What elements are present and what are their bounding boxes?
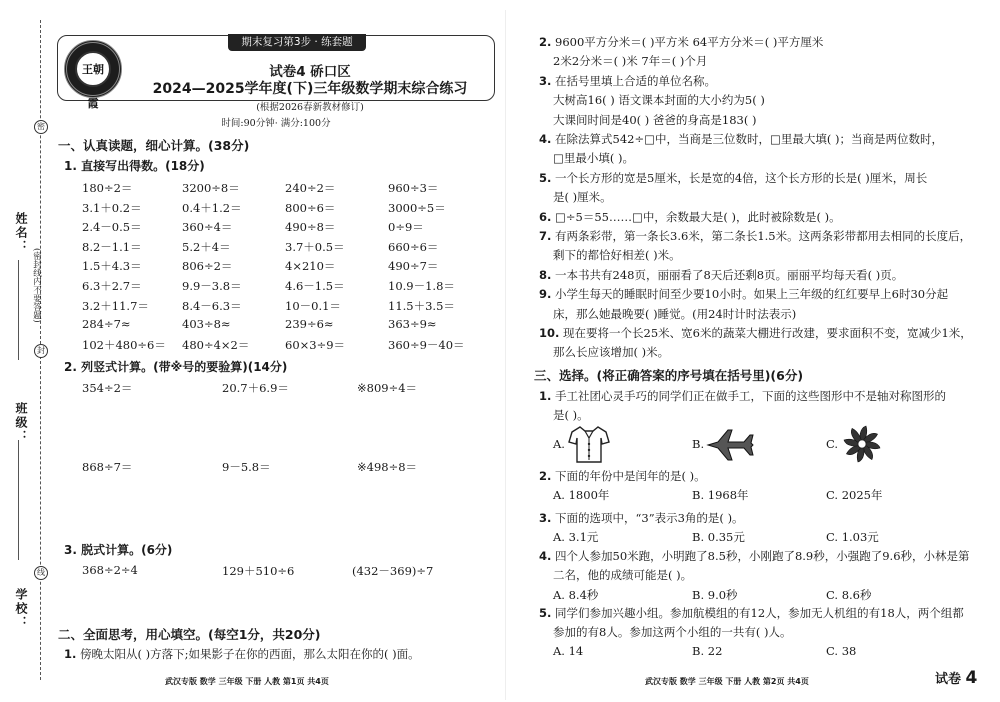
oral-calc-item: 239÷6≈: [285, 317, 334, 332]
oral-calc-item: 9.9－3.8＝: [182, 279, 242, 293]
oral-calc-item: 360÷9－40＝: [388, 337, 465, 352]
vertical-calc-item: 868÷7＝: [82, 460, 133, 474]
question-text: 下面的年份中是闰年的是( )。: [555, 469, 706, 483]
question-text: 一个长方形的宽是5厘米，长是宽的4倍，这个长方形的长是( )厘米，周长: [555, 170, 928, 185]
oral-calc-item: 180÷2＝: [82, 181, 133, 195]
question-text: 有两条彩带，第一条长3.6米，第二条长1.5米。这两条彩带都用去相同的长度后，: [555, 229, 972, 243]
question-text: 大课间时间是40( ) 爸爸的身高是183( ): [553, 112, 757, 127]
question-number: 6.: [539, 209, 552, 224]
question-text: 9600平方分米＝( )平方米 64平方分米＝( )平方厘米: [555, 35, 824, 49]
section-2-title: 二、全面思考，用心填空。(每空1分，共20分): [58, 627, 321, 642]
fill-question-line: [539, 325, 972, 341]
choice-question-line: [539, 468, 706, 484]
airplane-icon: [706, 428, 756, 462]
oral-calc-item: 10.9－1.8＝: [388, 279, 455, 293]
fill-question-line: [553, 189, 612, 205]
test-title: 试卷4 硚口区: [269, 64, 351, 80]
question-number: 4.: [539, 132, 552, 146]
fill-question-line: [553, 344, 669, 360]
oral-calc-item: 3200÷8＝: [182, 181, 240, 195]
step-calc-title: 3. 脱式计算。(6分): [64, 543, 173, 557]
oral-calc-item: 3000÷5＝: [388, 200, 446, 215]
oral-calc-item: 363÷9≈: [388, 317, 437, 332]
fill-question-line: [539, 267, 903, 283]
oral-calc-item: 3.1＋0.2＝: [82, 200, 142, 215]
oral-calc-item: 480÷4×2＝: [182, 337, 250, 352]
choice-option: C. 38: [826, 643, 857, 658]
question-text: 现在要将一个长25米、宽6米的蔬菜大棚进行改建，要求面积不变，宽减少1米，: [563, 326, 972, 340]
oral-calc-item: 4.6－1.5＝: [285, 279, 345, 293]
question-text: □里最小填( )。: [553, 151, 634, 166]
footer-page-2: 武汉专版 数学 三年级 下册 人教 第2页 共4页: [645, 677, 809, 686]
choice-option: B.: [692, 437, 705, 451]
oral-calc-item: 3.7＋0.5＝: [285, 239, 345, 254]
choice-question-line: [553, 624, 791, 640]
fill-question-line: [553, 150, 634, 166]
step-calc-item: 368÷2÷4: [82, 563, 138, 577]
review-step-tab: 期末复习第3步 · 练套题: [228, 34, 366, 51]
binding-margin: [0, 0, 48, 702]
school-label: 学校：: [14, 588, 28, 630]
oral-calc-item: 660÷6＝: [388, 239, 439, 254]
fill-question-line: [539, 73, 716, 89]
oral-calc-item: 0.4＋1.2＝: [182, 200, 242, 215]
section-3-title: 三、选择。(将正确答案的序号填在括号里)(6分): [534, 368, 804, 383]
seal-knot-xian: 线: [34, 566, 48, 580]
choice-option: C. 2025年: [826, 488, 883, 503]
flower-icon: [842, 424, 882, 464]
question-text: 手工社团心灵手巧的同学们正在做手工，下面的这些图形中不是轴对称图形的: [555, 389, 947, 403]
fill-question-line: [553, 112, 757, 128]
question-number: 1.: [64, 647, 77, 661]
question-number: 8.: [539, 267, 552, 282]
choice-question-line: [553, 567, 692, 583]
question-text: 在括号里填上合适的单位名称。: [555, 73, 717, 88]
vertical-calc-item: 20.7＋6.9＝: [222, 381, 289, 395]
test-subtitle: 2024—2025学年度(下)三年级数学期末综合练习: [152, 81, 468, 97]
vertical-calc-item: ※498÷8＝: [357, 460, 418, 474]
oral-calc-item: 2.4－0.5＝: [82, 220, 142, 235]
seal-knot-feng: 封: [34, 344, 48, 358]
oral-calc-item: 3.2＋11.7＝: [82, 298, 149, 313]
question-text: 2米2分米＝( )米 7年＝( )个月: [553, 54, 708, 69]
question-text: 一本书共有248页，丽丽看了8天后还剩8页。丽丽平均每天看( )页。: [555, 267, 904, 282]
oral-calc-item: 284÷7≈: [82, 317, 131, 332]
oral-calc-item: 1.5＋4.3＝: [82, 259, 142, 274]
question-text: □÷5＝55……□中，余数最大是( )，此时被除数是( )。: [555, 209, 841, 224]
question-text: 大树高16( ) 语文课本封面的大小约为5( ): [553, 93, 765, 108]
question-number: 1.: [539, 389, 552, 403]
question-number: 4.: [539, 549, 552, 563]
question-text: 二名，他的成绩可能是( )。: [553, 568, 693, 583]
fill-question-line: [539, 34, 823, 50]
step-calc-item: (432－369)÷7: [352, 564, 434, 578]
vertical-calc-item: 354÷2＝: [82, 381, 133, 395]
choice-question-line: [553, 407, 589, 423]
test-tag-number: 4: [965, 668, 978, 688]
choice-option: A. 1800年: [553, 488, 610, 503]
choice-option: C. 1.03元: [826, 530, 879, 545]
fill-question-line: [539, 131, 943, 147]
question-number: 5.: [539, 606, 552, 620]
choice-option: A. 14: [553, 643, 584, 658]
fill-question-line: [553, 247, 681, 263]
footer-page-1: 武汉专版 数学 三年级 下册 人教 第1页 共4页: [165, 677, 329, 686]
oral-calc-item: 8.2－1.1＝: [82, 239, 142, 254]
section-1-title: 一、认真读题，细心计算。(38分): [58, 138, 250, 153]
fill-question-line: [553, 53, 707, 69]
oral-calc-item: 360÷4＝: [182, 220, 233, 235]
fill-question-line: [553, 92, 765, 108]
question-text: 参加的有8人。参加这两个小组的一共有( )人。: [553, 625, 792, 640]
choice-question-line: [539, 510, 744, 526]
oral-calc-item: 102＋480÷6＝: [82, 337, 166, 352]
question-text: 是( )。: [553, 408, 589, 423]
step-calc-item: 129＋510÷6: [222, 564, 295, 578]
choice-question-line: [539, 605, 964, 621]
brand-logo: [64, 40, 122, 110]
oral-calc-item: 403÷8≈: [182, 317, 231, 332]
fill-question-1: [64, 646, 420, 662]
oral-calc-item: 806÷2＝: [182, 259, 233, 274]
oral-calc-item: 60×3÷9＝: [285, 337, 346, 352]
choice-option: C.: [826, 437, 839, 451]
seal-note: (密封线内不要答题): [31, 248, 42, 323]
choice-option: A. 8.4秒: [553, 587, 599, 602]
fill-question-line: [539, 209, 841, 225]
fill-question-line: [539, 286, 948, 302]
question-number: 2.: [539, 35, 552, 49]
vertical-calc-item: 9－5.8＝: [222, 460, 271, 474]
shirt-icon: [568, 424, 610, 464]
seal-knot-mi: 密: [34, 120, 48, 134]
time-score-info: 时间:90分钟· 满分:100分: [221, 118, 331, 129]
vertical-calc-title: 2. 列竖式计算。(带※号的要验算)(14分): [64, 360, 288, 374]
test-tag-label: 试卷: [935, 672, 962, 687]
choice-option: B. 22: [692, 643, 723, 658]
oral-calc-item: 240÷2＝: [285, 181, 336, 195]
edition-note: (根据2026春新教材修订): [256, 102, 364, 113]
fill-question-line: [539, 170, 927, 186]
oral-calc-item: 8.4－6.3＝: [182, 298, 242, 313]
choice-option: C. 8.6秒: [826, 587, 872, 602]
choice-question-line: [539, 388, 946, 404]
question-text: 小学生每天的睡眠时间至少要10小时。如果上三年级的红红要早上6时30分起: [555, 287, 949, 302]
oral-calc-item: 0÷9＝: [388, 220, 424, 235]
question-number: 10.: [539, 326, 560, 340]
name-label: 姓名：: [14, 212, 28, 254]
oral-calc-item: 10－0.1＝: [285, 298, 341, 313]
question-number: 5.: [539, 170, 552, 185]
question-text: 是( )厘米。: [553, 190, 612, 205]
question-text: 剩下的都恰好相差( )米。: [553, 248, 681, 263]
choice-option: B. 1968年: [692, 488, 749, 503]
choice-option: B. 9.0秒: [692, 587, 738, 602]
class-label: 班级：: [14, 402, 28, 444]
choice-option: B. 0.35元: [692, 530, 745, 545]
test-number-tag: [935, 668, 977, 688]
vertical-calc-item: ※809÷4＝: [357, 381, 418, 395]
question-text: 床，那么她最晚要( )睡觉。(用24时计时法表示): [553, 306, 797, 321]
question-number: 3.: [539, 511, 552, 525]
logo-text: 王朝霞: [75, 51, 111, 87]
oral-calc-title: 1. 直接写出得数。(18分): [64, 159, 205, 173]
oral-calc-item: 490÷7＝: [388, 259, 439, 274]
question-text: 同学们参加兴趣小组。参加航模组的有12人，参加无人机组的有18人，两个组都: [555, 606, 964, 620]
oral-calc-item: 6.3＋2.7＝: [82, 279, 142, 293]
fill-question-line: [553, 306, 796, 322]
fill-question-line: [539, 228, 971, 244]
question-number: 3.: [539, 73, 552, 88]
page-fold: [505, 10, 506, 700]
oral-calc-item: 960÷3＝: [388, 181, 439, 195]
question-text: 傍晚太阳从( )方落下;如果影子在你的西面，那么太阳在你的( )面。: [80, 647, 420, 661]
oral-calc-item: 5.2＋4＝: [182, 239, 231, 254]
choice-option: A. 3.1元: [553, 530, 599, 545]
question-number: 7.: [539, 229, 552, 243]
class-line: [18, 440, 19, 560]
question-number: 9.: [539, 287, 552, 302]
oral-calc-item: 490÷8＝: [285, 220, 336, 235]
oral-calc-item: 800÷6＝: [285, 200, 336, 215]
choice-option: A.: [553, 437, 565, 451]
oral-calc-item: 4×210＝: [285, 259, 336, 274]
choice-question-line: [539, 548, 970, 564]
question-text: 在除法算式542÷□中，当商是三位数时，□里最大填( )；当商是两位数时，: [555, 132, 943, 146]
question-text: 那么长应该增加( )米。: [553, 345, 670, 360]
question-number: 2.: [539, 469, 552, 483]
name-line: [18, 260, 19, 360]
question-text: 下面的选项中，“3”表示3角的是( )。: [555, 511, 744, 525]
oral-calc-item: 11.5＋3.5＝: [388, 298, 455, 313]
question-text: 四个人参加50米跑，小明跑了8.5秒，小刚跑了8.9秒，小强跑了9.6秒，小林是第: [555, 549, 970, 563]
